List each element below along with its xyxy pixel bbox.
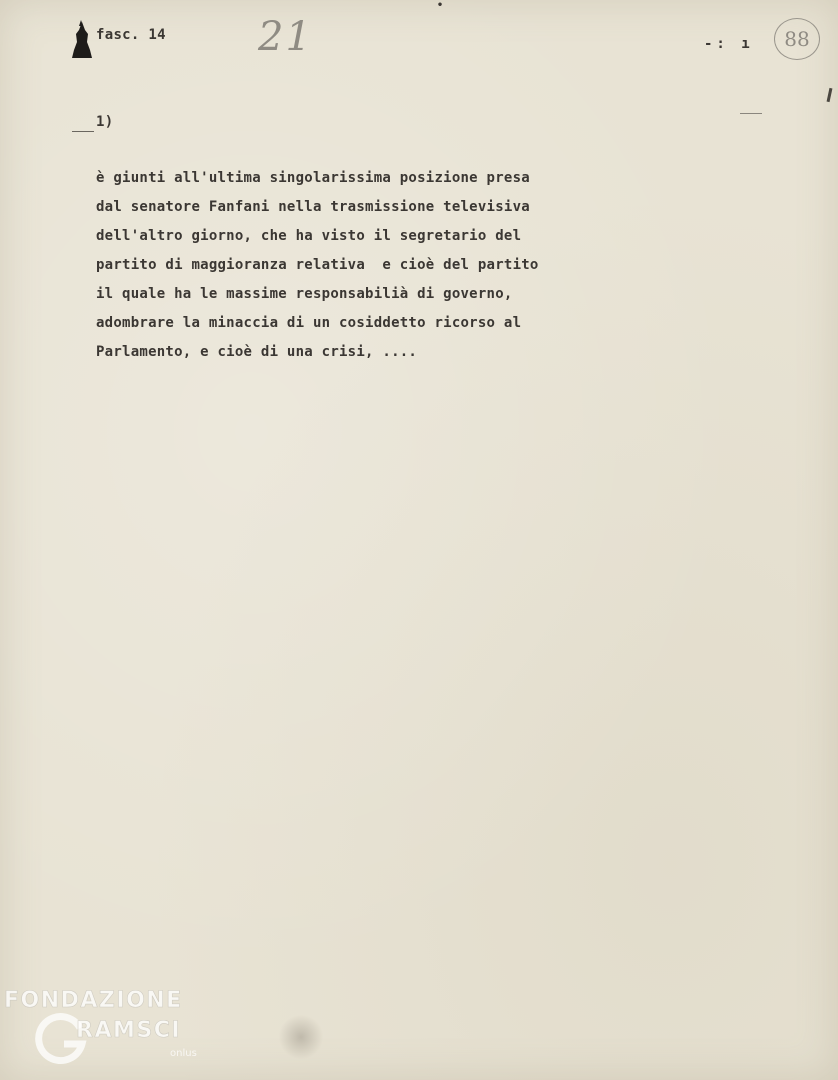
body-line: è giunti all'ultima singolarissima posizione presa: [96, 170, 530, 186]
file-reference: fasc. 14: [96, 27, 166, 43]
body-line: dell'altro giorno, che ha visto il segretario del: [96, 228, 522, 244]
body-line: Parlamento, e cioè di una crisi, ....: [96, 344, 418, 360]
circled-page-number: 88: [774, 18, 820, 60]
fondazione-gramsci-logo: [4, 988, 214, 1076]
watermark-line-2: RAMSCI: [76, 1018, 182, 1043]
handwritten-page-number: 21: [258, 14, 313, 60]
section-number: 1): [96, 114, 114, 130]
paper-smudge: [278, 1015, 324, 1059]
body-line: partito di maggioranza relativa e cioè del partito: [96, 257, 539, 273]
body-paragraph: [96, 168, 539, 371]
body-line: il quale ha le massime responsabilià di governo,: [96, 286, 513, 302]
top-right-marks: -: ı: [704, 36, 754, 52]
ink-dot: •: [437, 0, 444, 11]
watermark-line-1: FONDAZIONE: [4, 988, 183, 1013]
body-line: adombrare la minaccia di un cosiddetto ricorso al: [96, 315, 522, 331]
faint-dash-mark: [740, 113, 762, 114]
section-underline: [72, 131, 94, 132]
edge-mark: [827, 88, 833, 102]
ink-blot-icon: [70, 20, 94, 60]
watermark-line-3: onlus: [170, 1048, 197, 1059]
body-line: dal senatore Fanfani nella trasmissione televisiva: [96, 199, 530, 215]
